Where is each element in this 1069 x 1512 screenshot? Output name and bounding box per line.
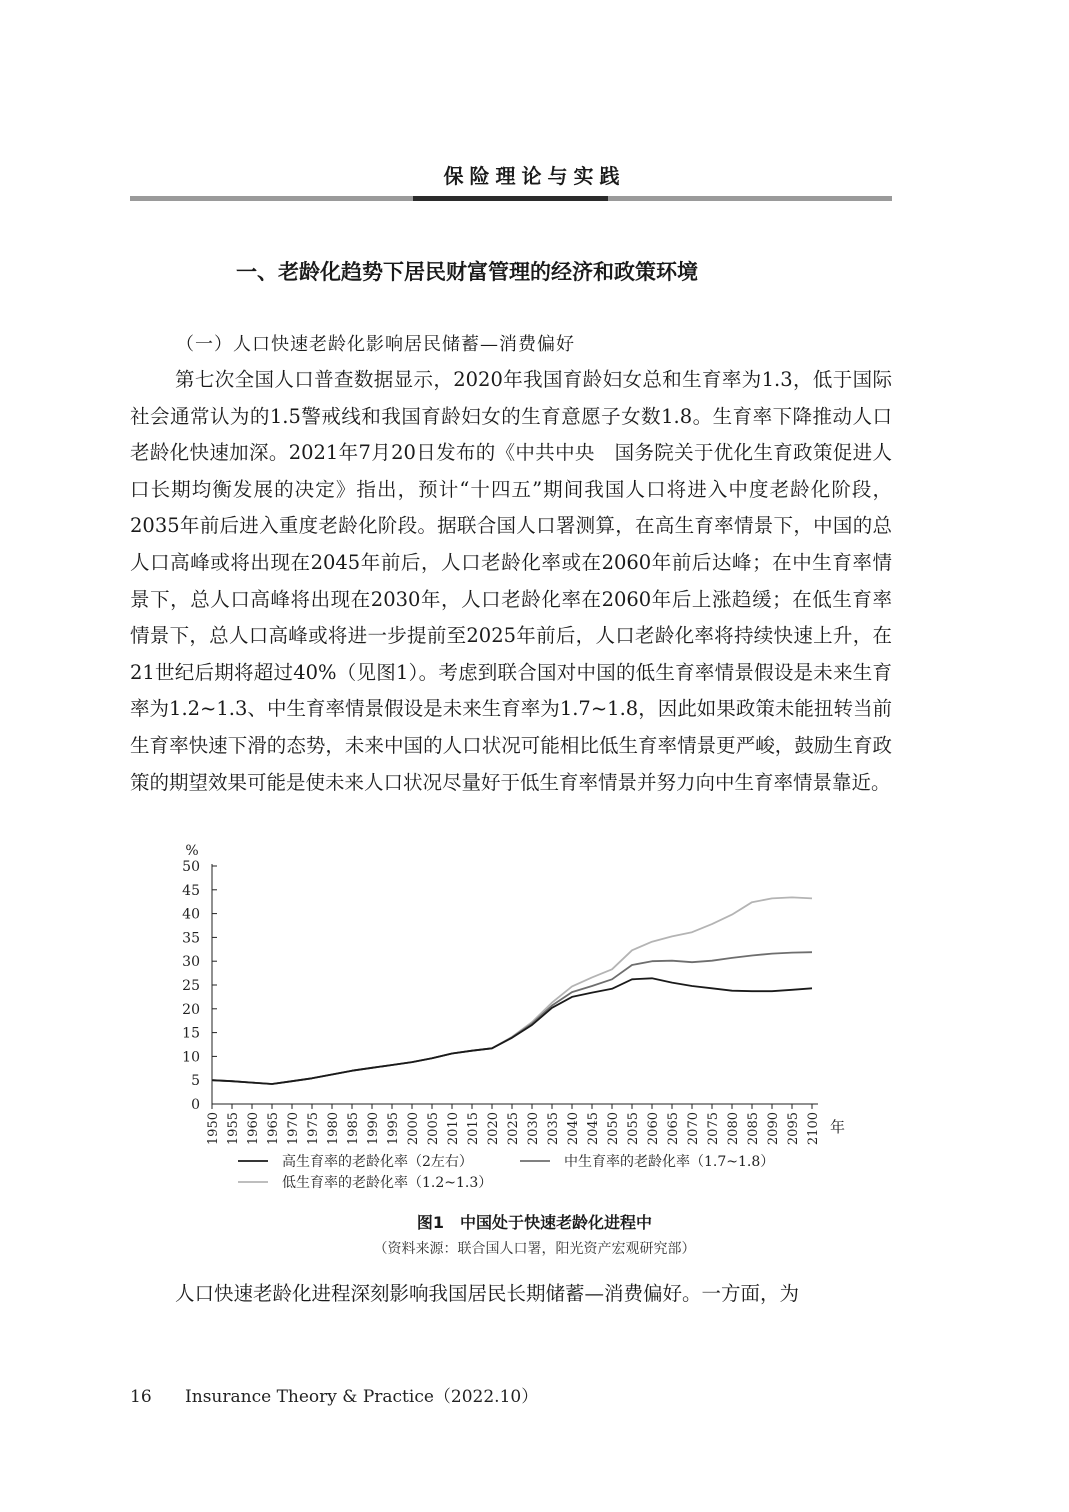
x-tick-label: 2010: [446, 1112, 461, 1146]
x-tick-label: 2025: [506, 1112, 521, 1146]
x-tick-label: 2060: [646, 1112, 661, 1146]
series-line-0: [212, 978, 812, 1084]
x-tick-label: 2045: [586, 1112, 601, 1146]
journal-name: Insurance Theory & Practice（2022.10）: [185, 1387, 539, 1407]
x-tick-label: 2030: [526, 1112, 541, 1146]
y-tick-label: 20: [182, 1001, 200, 1018]
x-tick-label: 1985: [346, 1112, 361, 1146]
x-tick-label: 2005: [426, 1112, 441, 1146]
body-paragraph-1: 第七次全国人口普查数据显示，2020年我国育龄妇女总和生育率为1.3，低于国际社会通常认为的1.5警戒线和我国育龄妇女的生育意愿子女数1.8。生育率下降推动人口老龄化快速加深。2021年7月20日发布的《中共中央 国务院关于优化生育政策促进人口长期均衡发展的决定》指出，预计“十四五”期间我国人口将进入中度老龄化阶段，2035年前后进入重度老龄化阶段。据联合国人口署测算，在高生育率情景下，中国的总人口高峰或将出现在2045年前后，人口老龄化率或在2060年前后达峰；在中生育率情景下，总人口高峰将出现在2030年，人口老龄化率在2060年后上涨趋缓；在低生育率情景下，总人口高峰或将进一步提前至2025年前后，人口老龄化率将持续快速上升，在21世纪后期将超过40%（见图1）。考虑到联合国对中国的低生育率情景假设是未来生育率为1.2~1.3、中生育率情景假设是未来生育率为1.7~1.8，因此如果政策未能扭转当前生育率快速下滑的态势，未来中国的人口状况可能相比低生育率情景更严峻，鼓励生育政策的期望效果可能是使未来人口状况尽量好于低生育率情景并努力向中生育率情景靠近。: [130, 368, 892, 794]
y-tick-label: 40: [182, 906, 200, 923]
y-tick-label: 5: [191, 1073, 200, 1090]
legend-label-1: 中生育率的老龄化率（1.7~1.8）: [564, 1154, 775, 1170]
x-tick-label: 2065: [666, 1112, 681, 1146]
x-tick-label: 2040: [566, 1112, 581, 1146]
page-footer: [130, 1382, 538, 1407]
x-tick-label: 2095: [786, 1112, 801, 1146]
running-header-title: 保险理论与实践: [443, 164, 626, 188]
y-tick-label: 35: [182, 930, 200, 947]
x-tick-label: 1975: [306, 1112, 321, 1146]
x-tick-label: 2075: [706, 1112, 721, 1146]
header-rule-accent: [413, 196, 608, 201]
y-axis-unit: %: [185, 843, 199, 859]
sub-heading: （一）人口快速老龄化影响居民储蓄—消费偏好: [176, 334, 575, 355]
x-tick-label: 1955: [226, 1112, 241, 1146]
x-tick-label: 1960: [246, 1112, 261, 1146]
x-tick-label: 1950: [206, 1112, 221, 1146]
x-tick-label: 1980: [326, 1112, 341, 1146]
y-tick-label: 10: [182, 1049, 200, 1066]
x-tick-label: 1965: [266, 1112, 281, 1146]
x-tick-label: 2020: [486, 1112, 501, 1146]
y-tick-label: 30: [182, 954, 200, 971]
x-tick-label: 1990: [366, 1112, 381, 1146]
body-paragraph-2: 人口快速老龄化进程深刻影响我国居民长期储蓄—消费偏好。一方面，为: [175, 1282, 800, 1305]
series-line-1: [212, 952, 812, 1084]
x-tick-label: 2070: [686, 1112, 701, 1146]
x-tick-label: 2015: [466, 1112, 481, 1146]
y-tick-label: 45: [182, 882, 200, 899]
x-tick-label: 2035: [546, 1112, 561, 1146]
legend-label-2: 低生育率的老龄化率（1.2~1.3）: [282, 1175, 493, 1191]
y-tick-label: 50: [182, 859, 200, 875]
x-tick-label: 2000: [406, 1112, 421, 1146]
x-tick-label: 2090: [766, 1112, 781, 1146]
x-tick-label: 2050: [606, 1112, 621, 1146]
y-tick-label: 25: [182, 978, 200, 994]
aging-rate-line-chart: [150, 836, 870, 1216]
y-tick-label: 0: [191, 1097, 200, 1113]
figure-source: （资料来源：联合国人口署，阳光资产宏观研究部）: [373, 1241, 696, 1257]
y-tick-label: 15: [182, 1025, 200, 1042]
legend-label-0: 高生育率的老龄化率（2左右）: [282, 1154, 473, 1170]
figure-1-chart: [150, 836, 870, 1216]
x-tick-label: 2100: [806, 1112, 821, 1146]
x-tick-label: 1995: [386, 1112, 401, 1146]
x-tick-label: 1970: [286, 1112, 301, 1146]
series-line-2: [212, 897, 812, 1084]
page-number: 16: [130, 1387, 152, 1407]
x-axis-unit: 年: [830, 1118, 846, 1136]
x-tick-label: 2085: [746, 1112, 761, 1146]
x-tick-label: 2055: [626, 1112, 641, 1146]
x-tick-label: 2080: [726, 1112, 741, 1146]
section-heading: 一、老龄化趋势下居民财富管理的经济和政策环境: [236, 260, 698, 284]
figure-caption: 图1 中国处于快速老龄化进程中: [416, 1213, 653, 1232]
